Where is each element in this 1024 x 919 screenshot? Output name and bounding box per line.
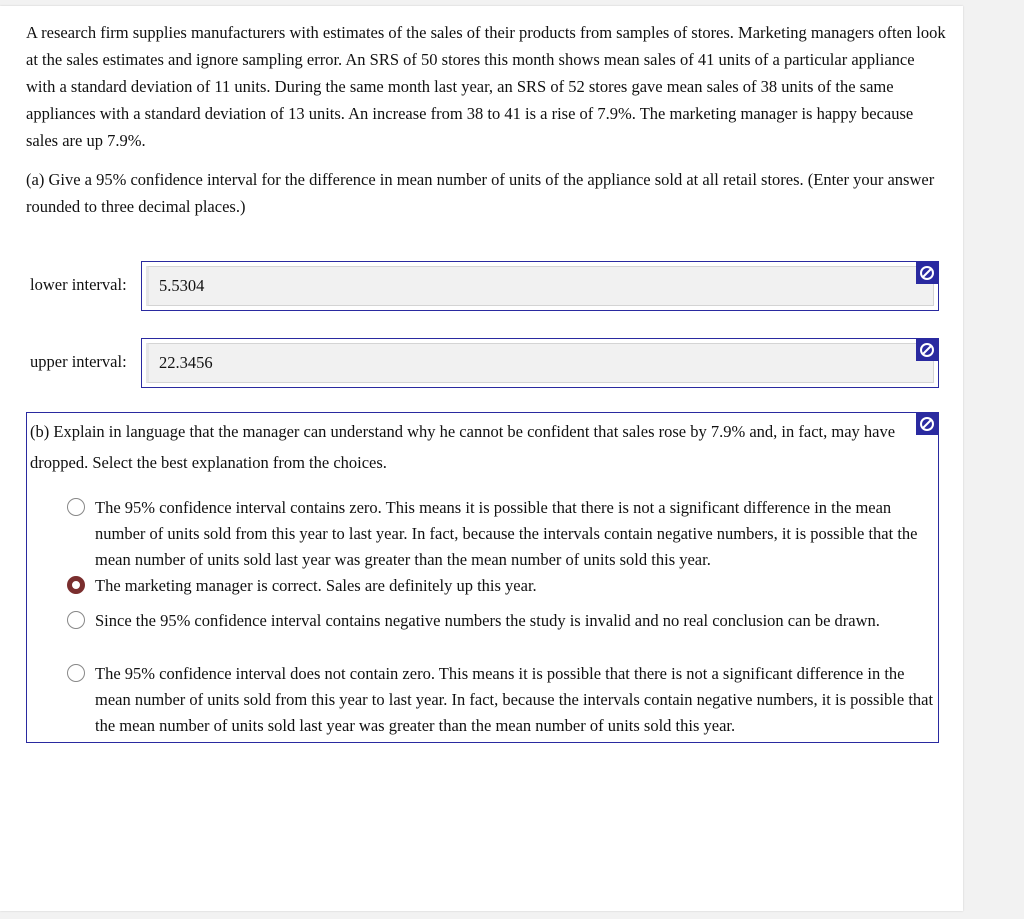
choice-text: The 95% confidence interval does not contain zero. This means it is possible that there is not a significant difference in the mean number of units sold from this year to last year. In fact, because the intervals contain negative numbers, it is possible that the mean number of units sold last year was greater than the mean number of units sold this year. [95, 664, 934, 735]
part-a-prompt: (a) Give a 95% confidence interval for the difference in mean number of units of the appliance sold at all retail stores. (Enter your answer rounded to three decimal places.) [26, 170, 935, 216]
choice-text: The marketing manager is correct. Sales are definitely up this year. [95, 576, 537, 595]
incorrect-icon [916, 413, 938, 435]
lower-interval-row [26, 261, 939, 311]
lower-interval-box [141, 261, 939, 311]
incorrect-icon [916, 339, 938, 361]
part-b-prompt: (b) Explain in language that the manager can understand why he cannot be confident that sales rose by 7.9% and, in fact, may have dropped. Select the best explanation from the choices. [30, 422, 896, 472]
incorrect-icon [916, 262, 938, 284]
lower-interval-label: lower interval: [30, 275, 127, 294]
upper-interval-box [141, 338, 939, 388]
choice-text: Since the 95% confidence interval contains negative numbers the study is invalid and no real conclusion can be drawn. [95, 611, 880, 630]
part-b-box [26, 412, 939, 743]
upper-interval-input[interactable]: 22.3456 [146, 343, 934, 383]
upper-interval-row [26, 338, 939, 388]
radio-button[interactable] [67, 498, 85, 516]
radio-button[interactable] [67, 664, 85, 682]
question-intro: A research firm supplies manufacturers with estimates of the sales of their products from samples of stores. Marketing managers often look at the sales estimates and ignore sampling error. An SRS of 50 stores this month shows mean sales of 41 units of a particular appliance with a standard deviation of 11 units. During the same month last year, an SRS of 52 stores gave mean sales of 38 units of the same appliances with a standard deviation of 13 units. An increase from 38 to 41 is a rise of 7.9%. The marketing manager is happy because sales are up 7.9%. [26, 23, 946, 150]
choice-text: The 95% confidence interval contains zero. This means it is possible that there is not a significant difference in the mean number of units sold from this year to last year. In fact, because the intervals contain negative numbers, it is possible that the mean number of units sold last year was greater than the mean number of units sold this year. [95, 498, 918, 569]
question-card [0, 6, 963, 911]
upper-interval-label: upper interval: [30, 352, 127, 371]
radio-button-selected[interactable] [67, 576, 85, 594]
radio-button[interactable] [67, 611, 85, 629]
lower-interval-input[interactable]: 5.5304 [146, 266, 934, 306]
